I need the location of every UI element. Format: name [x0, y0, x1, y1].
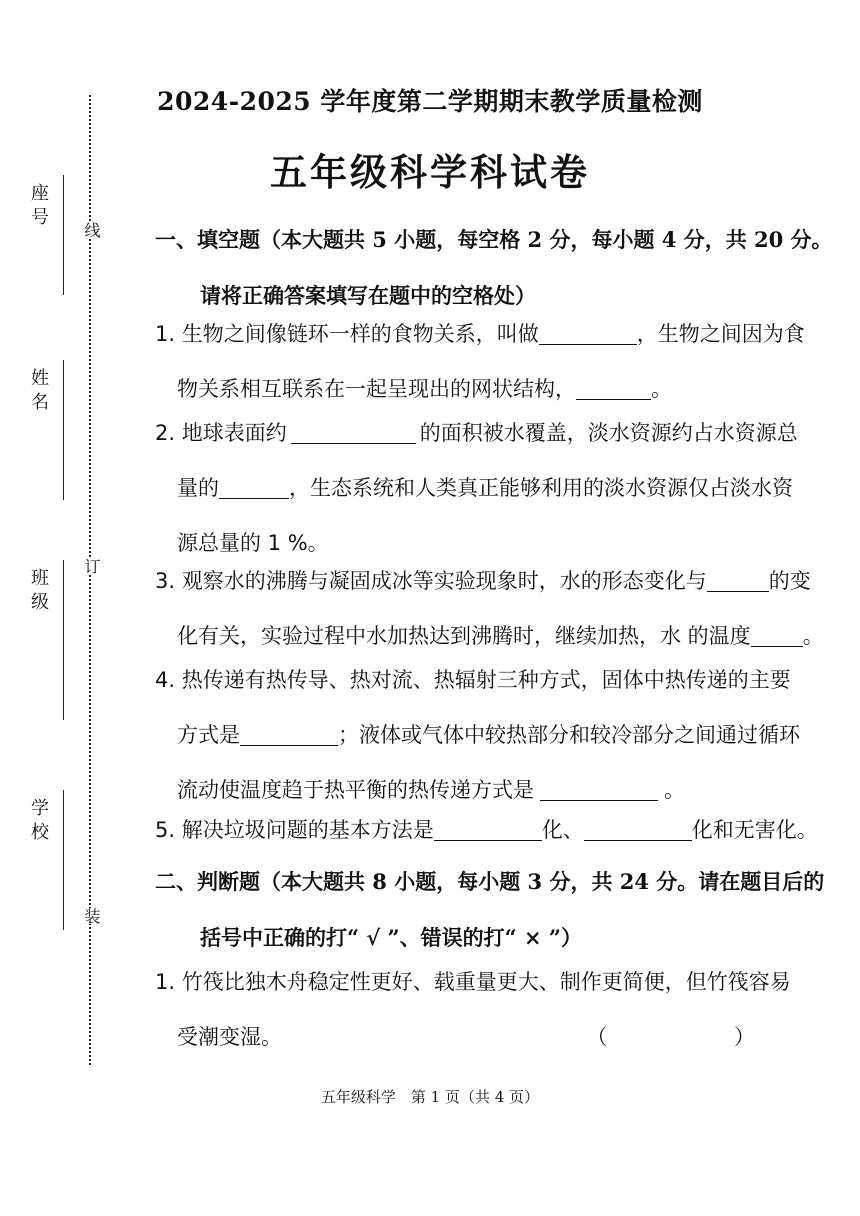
seat-number-label: 座号 [28, 183, 49, 231]
section-true-false-instruction: 括号中正确的打“ √ ”、错误的打“ × ”） [200, 925, 582, 950]
class-label: 班级 [28, 568, 49, 616]
name-line [63, 360, 64, 500]
section-true-false [155, 866, 824, 952]
page-footer: 五年级科学 第 1 页（共 4 页） [320, 1088, 540, 1106]
answer-blank[interactable] [584, 818, 692, 841]
q1-2-text-d: ，生态系统和人类真正能够利用的淡水资源仅占淡水资 [289, 476, 793, 500]
q1-4-text-c: ；液体或气体中较热部分和较冷部分之间通过循环 [338, 723, 800, 747]
answer-blank[interactable] [434, 818, 542, 841]
section-fill-blank-instruction: 请将正确答案填写在题中的空格处） [200, 283, 536, 308]
q1-2-text-a: 2. 地球表面约 [155, 421, 287, 445]
q1-2-text-e: 源总量的 1 %。 [177, 531, 329, 555]
q1-3-text-a: 3. 观察水的沸腾与凝固成冰等实验现象时，水的形态变化与 [155, 569, 707, 593]
q1-2-text-c: 量的 [177, 476, 219, 500]
section-fill-blank-heading: 一、填空题（本大题共 5 小题，每空格 2 分，每小题 4 分，共 20 分。 [155, 227, 833, 252]
q1-4-text-d: 流动使温度趋于热平衡的热传递方式是 [177, 778, 534, 802]
q1-3-text-c: 化有关，实验过程中水加热达到沸腾时，继续加热，水 的温度 [177, 624, 751, 648]
q1-4-text-a: 4. 热传递有热传导、热对流、热辐射三种方式，固体中热传递的主要 [155, 668, 791, 692]
q1-1-text-c: 物关系相互联系在一起呈现出的网状结构， [177, 377, 576, 401]
cut-mark-zhuang: 装 [82, 908, 101, 924]
exam-subtitle: 五年级科学科试卷 [270, 150, 590, 194]
q2-1-line-1: 1. 竹筏比独木舟稳定性更好、载重量更大、制作更简便，但竹筏容易 [155, 970, 791, 994]
q1-1-text-b: ，生物之间因为食 [636, 322, 805, 346]
cut-mark-ding: 订 [82, 558, 101, 574]
question-1-3 [155, 554, 835, 664]
answer-blank[interactable] [291, 421, 416, 444]
class-line [63, 560, 64, 720]
answer-blank[interactable] [240, 723, 338, 746]
answer-blank[interactable] [219, 476, 289, 499]
section-true-false-heading: 二、判断题（本大题共 8 小题，每小题 3 分，共 24 分。请在题目后的 [155, 869, 825, 894]
answer-blank[interactable] [707, 569, 769, 592]
q1-3-text-d: 。 [802, 624, 824, 648]
question-2-1 [155, 955, 835, 1065]
answer-blank[interactable] [576, 377, 651, 400]
school-line [63, 790, 64, 930]
name-label: 姓名 [28, 368, 49, 416]
answer-blank[interactable] [539, 322, 637, 345]
q1-4-text-e: 。 [664, 778, 685, 802]
q1-5-text-a: 5. 解决垃圾问题的基本方法是 [155, 818, 434, 842]
answer-blank[interactable] [540, 778, 658, 801]
question-1-5 [155, 803, 835, 858]
answer-parentheses[interactable]: （ ） [586, 1025, 815, 1049]
answer-blank[interactable] [751, 624, 803, 647]
q1-5-text-c: 化和无害化。 [691, 818, 818, 842]
exam-title: 2024-2025 学年度第二学期期末教学质量检测 [157, 87, 703, 116]
q1-5-text-b: 化、 [541, 818, 584, 842]
question-1-4 [155, 653, 835, 818]
q1-1-text-a: 1. 生物之间像链环一样的食物关系，叫做 [155, 322, 539, 346]
q1-2-text-b: 的面积被水覆盖，淡水资源约占水资源总 [419, 421, 798, 445]
school-label: 学校 [28, 798, 49, 846]
question-1-2 [155, 406, 835, 571]
q1-4-text-b: 方式是 [177, 723, 240, 747]
section-fill-blank [155, 224, 833, 310]
cut-mark-xian: 线 [82, 222, 101, 238]
class-field [28, 560, 64, 720]
q1-1-text-d: 。 [651, 377, 672, 401]
question-1-1 [155, 307, 835, 417]
school-field [28, 790, 64, 930]
q2-1-line-2: 受潮变湿。 [177, 1025, 282, 1049]
q1-3-text-b: 的变 [768, 569, 811, 593]
name-field [28, 360, 64, 500]
